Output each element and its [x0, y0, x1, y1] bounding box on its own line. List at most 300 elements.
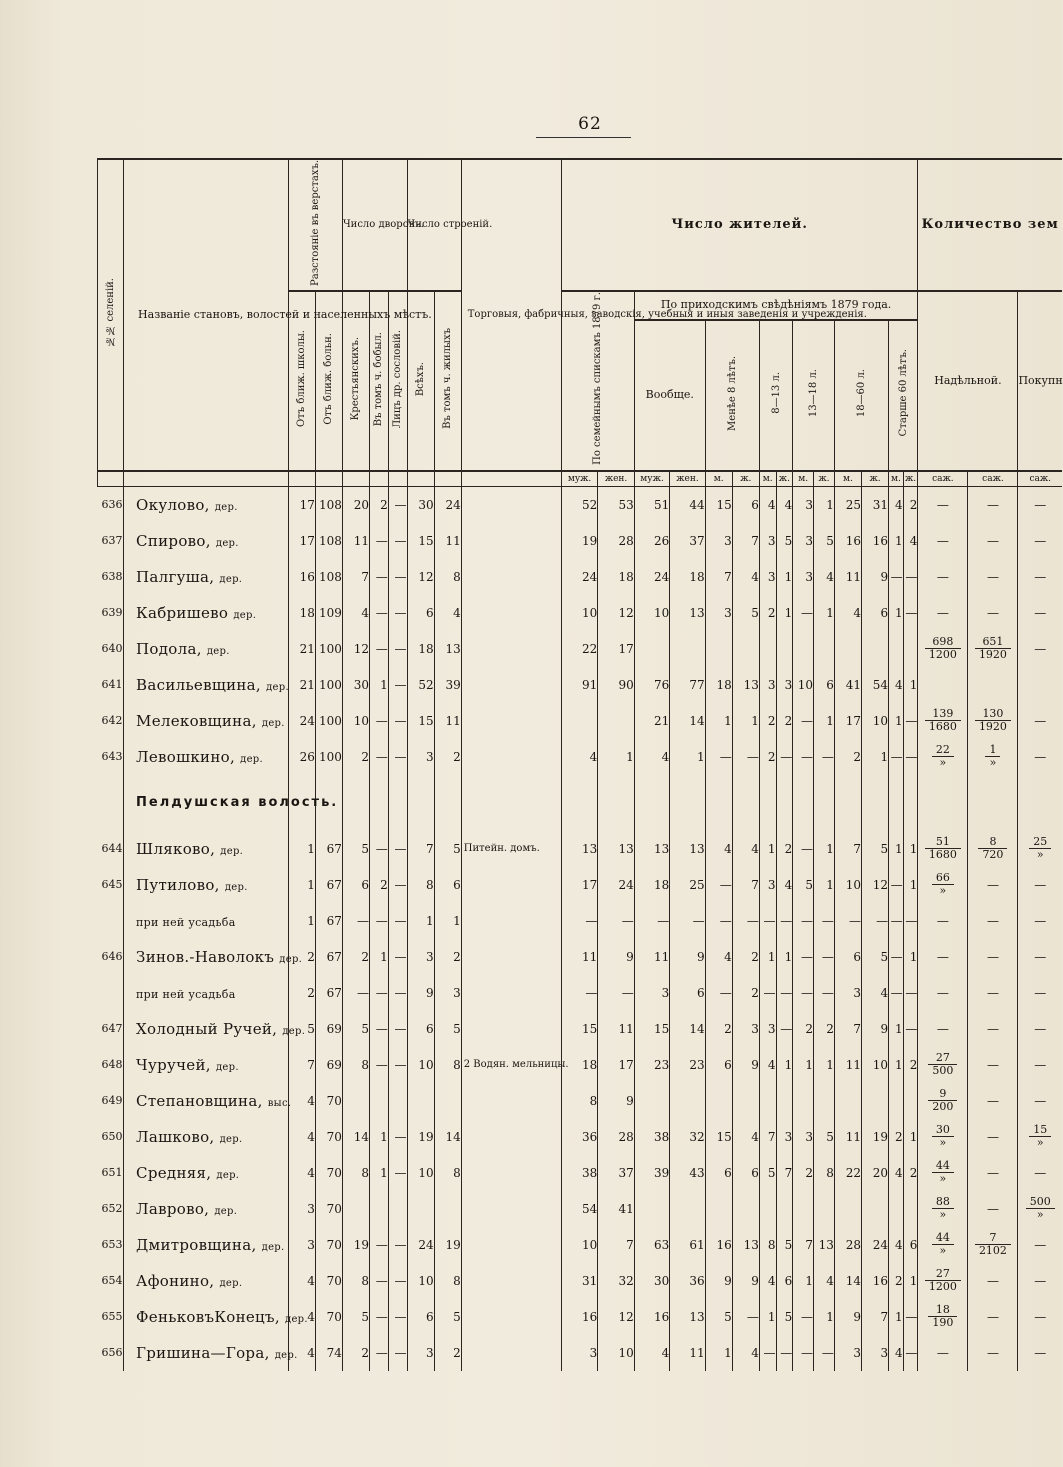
cell-pm: 4: [634, 739, 669, 775]
land-cell: —: [1018, 1335, 1062, 1371]
empty-cell: [461, 775, 561, 831]
land-sajen: 1920: [978, 648, 1007, 662]
unit-ms: м.: [759, 471, 776, 487]
cell-fm: 22: [561, 631, 597, 667]
cell-a5m: 1: [889, 595, 904, 631]
place-kind: дер.: [274, 1349, 298, 1361]
land-cell: —: [1018, 559, 1062, 595]
cell-a3f: 13: [814, 1227, 835, 1263]
cell-a1m: 3: [705, 523, 732, 559]
cell-a5m: [889, 1083, 904, 1119]
cell-a3m: 3: [793, 1119, 814, 1155]
place-name-text: Холодный Ручей,: [136, 1019, 278, 1038]
cell-a3m: 10: [793, 667, 814, 703]
place-kind: дер.: [219, 1277, 243, 1289]
cell-a5f: —: [903, 1011, 918, 1047]
cell-a5f: 1: [903, 939, 918, 975]
cell-b2: 2: [434, 739, 461, 775]
cell-y1: 19: [342, 1227, 369, 1263]
land-fraction: [928, 1304, 957, 1330]
cell-a1f: 7: [732, 523, 759, 559]
cell-a4m: 11: [834, 1119, 861, 1155]
cell-fm: 10: [561, 595, 597, 631]
cell-a4f: —: [861, 903, 888, 939]
place-kind: дер.: [279, 953, 303, 965]
empty-cell: [634, 775, 669, 831]
empty-cell: [918, 775, 968, 831]
cell-a2f: —: [776, 739, 793, 775]
cell-a3m: 2: [793, 1011, 814, 1047]
col-yards-header: Число дворовъ.: [342, 159, 407, 291]
cell-d2: 67: [315, 975, 342, 1011]
cell-a2m: 4: [759, 1047, 776, 1083]
cell-fm: 91: [561, 667, 597, 703]
cell-a2m: 4: [759, 1263, 776, 1299]
cell-pf: —: [670, 903, 705, 939]
land-fraction: [932, 1196, 954, 1222]
cell-trade: [461, 523, 561, 559]
cell-y1: [342, 1191, 369, 1227]
unit-ms: м.: [889, 471, 904, 487]
land-fraction: [978, 836, 1007, 862]
land-desiatina: 8: [978, 836, 1007, 850]
cell-b1: [407, 1191, 434, 1227]
cell-trade: [461, 1011, 561, 1047]
row-number: [98, 775, 124, 831]
cell-b2: 8: [434, 1155, 461, 1191]
cell-d2: 100: [315, 667, 342, 703]
cell-d2: 70: [315, 1299, 342, 1335]
cell-b1: 6: [407, 1011, 434, 1047]
cell-a3m: —: [793, 1335, 814, 1371]
cell-fm: 15: [561, 1011, 597, 1047]
cell-trade: [461, 703, 561, 739]
cell-b1: 24: [407, 1227, 434, 1263]
land-sajen: »: [989, 756, 997, 770]
cell-y3: —: [388, 939, 407, 975]
empty-cell: [776, 775, 793, 831]
land-fraction: [928, 1088, 957, 1114]
cell-b2: 8: [434, 1263, 461, 1299]
land-cell: —: [968, 1047, 1018, 1083]
cell-a5m: 2: [889, 1263, 904, 1299]
land-fraction: [1029, 1124, 1051, 1150]
row-number: 652: [101, 1202, 123, 1216]
cell-trade: [461, 559, 561, 595]
cell-a3f: 1: [814, 1047, 835, 1083]
cell-y1: —: [342, 903, 369, 939]
place-name: [124, 939, 303, 975]
table-row: [98, 667, 1063, 703]
row-number: 643: [101, 750, 123, 764]
place-name-text: Левошкино,: [136, 747, 236, 766]
cell-y2: 2: [370, 486, 389, 523]
cell-a1f: 2: [732, 975, 759, 1011]
cell-a3f: 1: [814, 595, 835, 631]
cell-a5m: 4: [889, 486, 904, 523]
cell-a2m: 1: [759, 1299, 776, 1335]
cell-a3m: 3: [793, 486, 814, 523]
land-fraction: [932, 1124, 954, 1150]
empty-cell: [598, 775, 634, 831]
cell-y1: 10: [342, 703, 369, 739]
place-name-text: Степановщина,: [136, 1091, 263, 1110]
cell-trade: [461, 1299, 561, 1335]
cell-a3f: —: [814, 739, 835, 775]
cell-a3f: 4: [814, 559, 835, 595]
place-name: [124, 595, 289, 631]
land-desiatina: 27: [928, 1052, 957, 1066]
land-cell: [918, 867, 968, 903]
cell-d2: 109: [315, 595, 342, 631]
land-sajen: 190: [932, 1316, 954, 1330]
place-name: [124, 1011, 306, 1047]
cell-y1: —: [342, 975, 369, 1011]
cell-a4f: 4: [861, 975, 888, 1011]
cell-a2f: [776, 631, 793, 667]
land-cell: [918, 703, 968, 739]
cell-a2f: 7: [776, 1155, 793, 1191]
land-cell: [918, 739, 968, 775]
row-number: 642: [101, 714, 123, 728]
cell-d1: 1: [288, 903, 315, 939]
land-cell: —: [968, 1155, 1018, 1191]
cell-a2m: [759, 1083, 776, 1119]
cell-a5m: 1: [889, 1011, 904, 1047]
place-name-text: при ней усадьба: [136, 915, 236, 929]
cell-a5m: [889, 631, 904, 667]
cell-a4m: 2: [834, 739, 861, 775]
cell-a5m: 4: [889, 1155, 904, 1191]
unit-saj: саж.: [918, 471, 968, 487]
cell-b2: 2: [434, 939, 461, 975]
cell-pf: 1: [670, 739, 705, 775]
table-row: [98, 1155, 1063, 1191]
cell-d2: 100: [315, 739, 342, 775]
land-desiatina: 88: [932, 1196, 954, 1210]
cell-pm: 26: [634, 523, 669, 559]
cell-a5m: —: [889, 867, 904, 903]
cell-d1: 17: [288, 486, 315, 523]
cell-d1: 1: [288, 867, 315, 903]
cell-a2f: 3: [776, 1119, 793, 1155]
empty-cell: [1018, 775, 1062, 831]
place-name-text: Окулово,: [136, 495, 210, 514]
row-number: 639: [101, 606, 123, 620]
land-cell: —: [968, 559, 1018, 595]
land-sajen: »: [939, 884, 947, 898]
table-row: [98, 523, 1063, 559]
cell-a5f: 1: [903, 667, 918, 703]
cell-a3m: [793, 1191, 814, 1227]
cell-a4f: 7: [861, 1299, 888, 1335]
cell-b2: 39: [434, 667, 461, 703]
cell-a4m: 22: [834, 1155, 861, 1191]
cell-ff: 18: [598, 559, 634, 595]
cell-ff: 9: [598, 1083, 634, 1119]
cell-pf: 14: [670, 1011, 705, 1047]
place-name-text: ФеньковъКонецъ,: [136, 1307, 280, 1326]
place-name-text: Кабришево: [136, 603, 229, 622]
land-cell: [918, 1155, 968, 1191]
cell-y2: 2: [370, 867, 389, 903]
place-name: [124, 1335, 298, 1371]
col-age-3: 13—18 л.: [793, 320, 835, 471]
cell-a5m: 1: [889, 703, 904, 739]
cell-a5f: 2: [903, 486, 918, 523]
land-cell: —: [1018, 631, 1062, 667]
empty-cell: [370, 775, 389, 831]
unit-m: муж.: [561, 471, 597, 487]
cell-a2m: 7: [759, 1119, 776, 1155]
cell-y3: —: [388, 523, 407, 559]
cell-trade: [461, 739, 561, 775]
cell-trade: [461, 1263, 561, 1299]
cell-a4f: 16: [861, 1263, 888, 1299]
col-yards-peasant: Крестьянскихъ.: [342, 291, 369, 470]
cell-d1: 26: [288, 739, 315, 775]
col-name-header: Названіе становъ, волостей и населенныхъ мѣстъ.: [124, 159, 289, 471]
cell-a3f: —: [814, 903, 835, 939]
cell-a3m: —: [793, 939, 814, 975]
cell-a5f: —: [903, 1335, 918, 1371]
place-name-text: Лашково,: [136, 1127, 215, 1146]
land-cell: —: [968, 975, 1018, 1011]
cell-b1: 3: [407, 739, 434, 775]
cell-a5f: 6: [903, 1227, 918, 1263]
cell-d2: 70: [315, 1083, 342, 1119]
cell-y3: —: [388, 559, 407, 595]
cell-trade: [461, 1335, 561, 1371]
land-cell: —: [968, 867, 1018, 903]
cell-d2: 67: [315, 903, 342, 939]
cell-b1: 10: [407, 1263, 434, 1299]
cell-a4m: 17: [834, 703, 861, 739]
land-desiatina: 698: [925, 636, 961, 650]
cell-a2m: 3: [759, 559, 776, 595]
cell-a2m: 3: [759, 523, 776, 559]
cell-a2m: [759, 631, 776, 667]
cell-b1: 10: [407, 1047, 434, 1083]
cell-d2: 74: [315, 1335, 342, 1371]
cell-a2f: 5: [776, 1299, 793, 1335]
place-kind: выс.: [267, 1097, 292, 1109]
land-cell: —: [1018, 1011, 1062, 1047]
cell-a2f: 1: [776, 559, 793, 595]
cell-trade: [461, 667, 561, 703]
cell-a1f: 2: [732, 939, 759, 975]
cell-a1m: 16: [705, 1227, 732, 1263]
cell-a3m: 5: [793, 867, 814, 903]
empty-cell: [814, 775, 835, 831]
place-name-text: Путилово,: [136, 875, 220, 894]
cell-b1: 3: [407, 1335, 434, 1371]
place-name: [124, 867, 289, 903]
cell-y2: —: [370, 903, 389, 939]
place-name: [124, 1299, 308, 1335]
cell-pf: 43: [670, 1155, 705, 1191]
table-row: [98, 559, 1063, 595]
land-cell: [968, 703, 1018, 739]
land-desiatina: 44: [932, 1160, 954, 1174]
cell-a4f: 9: [861, 1011, 888, 1047]
cell-pm: 18: [634, 867, 669, 903]
cell-pf: 61: [670, 1227, 705, 1263]
cell-y2: —: [370, 1263, 389, 1299]
cell-d2: 108: [315, 523, 342, 559]
cell-a1f: 4: [732, 831, 759, 867]
cell-d2: 69: [315, 1011, 342, 1047]
place-kind: дер.: [282, 1025, 306, 1037]
land-cell: —: [918, 595, 968, 631]
cell-a3f: 5: [814, 1119, 835, 1155]
cell-fm: —: [561, 903, 597, 939]
unit-fs: ж.: [861, 471, 888, 487]
cell-a2f: —: [776, 1011, 793, 1047]
cell-pf: 11: [670, 1335, 705, 1371]
unit-ms: м.: [705, 471, 732, 487]
cell-a5f: 1: [903, 1119, 918, 1155]
cell-y1: 6: [342, 867, 369, 903]
cell-a2f: 2: [776, 831, 793, 867]
col-yards-bobyl: Въ томъ ч. бобыл.: [370, 291, 389, 470]
empty-cell: [889, 775, 904, 831]
cell-a4m: 7: [834, 831, 861, 867]
place-name: [124, 1191, 289, 1227]
place-name: [124, 486, 289, 523]
land-sajen: »: [939, 1208, 947, 1222]
cell-pm: 39: [634, 1155, 669, 1191]
land-cell: —: [968, 1191, 1018, 1227]
place-kind: дер.: [214, 1205, 238, 1217]
cell-fm: 3: [561, 1335, 597, 1371]
cell-y3: —: [388, 1263, 407, 1299]
cell-fm: —: [561, 975, 597, 1011]
land-sajen: 2102: [978, 1244, 1007, 1258]
table-row: [98, 1227, 1063, 1263]
cell-a3m: 2: [793, 1155, 814, 1191]
cell-d1: 7: [288, 1047, 315, 1083]
cell-pf: 37: [670, 523, 705, 559]
cell-a4m: 3: [834, 975, 861, 1011]
cell-a2m: 3: [759, 667, 776, 703]
land-cell: —: [968, 1299, 1018, 1335]
land-desiatina: 18: [928, 1304, 957, 1318]
cell-y1: 5: [342, 1299, 369, 1335]
land-cell: [968, 739, 1018, 775]
cell-trade: 2 Водян. мельницы.: [461, 1047, 561, 1083]
place-kind: дер.: [219, 1133, 243, 1145]
cell-a3m: 3: [793, 559, 814, 595]
place-name: [124, 523, 289, 559]
cell-y1: 5: [342, 1011, 369, 1047]
cell-a1f: 13: [732, 667, 759, 703]
land-sajen: »: [939, 1244, 947, 1258]
empty-cell: [561, 775, 597, 831]
unit-fs: ж.: [903, 471, 918, 487]
land-cell: —: [1018, 1263, 1062, 1299]
cell-b1: 15: [407, 523, 434, 559]
place-kind: дер.: [284, 1313, 308, 1325]
land-cell: —: [968, 1335, 1018, 1371]
row-number: 644: [101, 842, 123, 856]
cell-y3: [388, 1191, 407, 1227]
land-cell: [918, 1191, 968, 1227]
cell-fm: 17: [561, 867, 597, 903]
empty-cell: [407, 775, 434, 831]
place-name-text: Дмитровщина,: [136, 1235, 257, 1254]
cell-b1: [407, 1083, 434, 1119]
table-row: [98, 1083, 1063, 1119]
land-fraction: [925, 708, 961, 734]
cell-a1m: 15: [705, 1119, 732, 1155]
col-family-lists: По семейнымъ спискамъ 1879 г.: [561, 291, 634, 470]
cell-pm: 16: [634, 1299, 669, 1335]
cell-a1f: [732, 1083, 759, 1119]
table-row: [98, 831, 1063, 867]
cell-d2: 70: [315, 1119, 342, 1155]
land-cell: —: [968, 1011, 1018, 1047]
cell-d2: 70: [315, 1263, 342, 1299]
place-name: [124, 1119, 289, 1155]
cell-a5m: 1: [889, 1299, 904, 1335]
cell-fm: 24: [561, 559, 597, 595]
cell-b2: [434, 1191, 461, 1227]
cell-pm: 38: [634, 1119, 669, 1155]
cell-a1m: —: [705, 903, 732, 939]
land-fraction: [932, 872, 954, 898]
cell-ff: 1: [598, 739, 634, 775]
cell-a4f: 24: [861, 1227, 888, 1263]
land-cell: —: [1018, 867, 1062, 903]
cell-pm: 30: [634, 1263, 669, 1299]
cell-a2f: [776, 1191, 793, 1227]
cell-ff: 12: [598, 1299, 634, 1335]
land-cell: —: [918, 1335, 968, 1371]
row-number: 650: [101, 1130, 123, 1144]
cell-pm: 24: [634, 559, 669, 595]
cell-a2m: —: [759, 1335, 776, 1371]
cell-pf: [670, 1083, 705, 1119]
cell-a1m: [705, 1191, 732, 1227]
cell-a4m: [834, 1191, 861, 1227]
row-number: 640: [101, 642, 123, 656]
land-cell: —: [918, 975, 968, 1011]
land-cell: [918, 1119, 968, 1155]
cell-b2: 5: [434, 831, 461, 867]
cell-ff: 37: [598, 1155, 634, 1191]
place-name: [124, 739, 289, 775]
cell-a1m: 6: [705, 1047, 732, 1083]
cell-a1f: 9: [732, 1263, 759, 1299]
land-cell: —: [1018, 486, 1062, 523]
cell-a3m: —: [793, 739, 814, 775]
cell-pm: 23: [634, 1047, 669, 1083]
cell-a1m: 1: [705, 1335, 732, 1371]
cell-a1f: 4: [732, 559, 759, 595]
place-name: [124, 831, 289, 867]
cell-pm: 13: [634, 831, 669, 867]
cell-y2: —: [370, 1299, 389, 1335]
cell-pf: 77: [670, 667, 705, 703]
cell-d2: 70: [315, 1155, 342, 1191]
cell-d2: 100: [315, 703, 342, 739]
land-fraction: [925, 836, 961, 862]
cell-y1: 4: [342, 595, 369, 631]
empty-cell: [759, 775, 776, 831]
cell-a2f: 1: [776, 939, 793, 975]
cell-fm: 13: [561, 831, 597, 867]
